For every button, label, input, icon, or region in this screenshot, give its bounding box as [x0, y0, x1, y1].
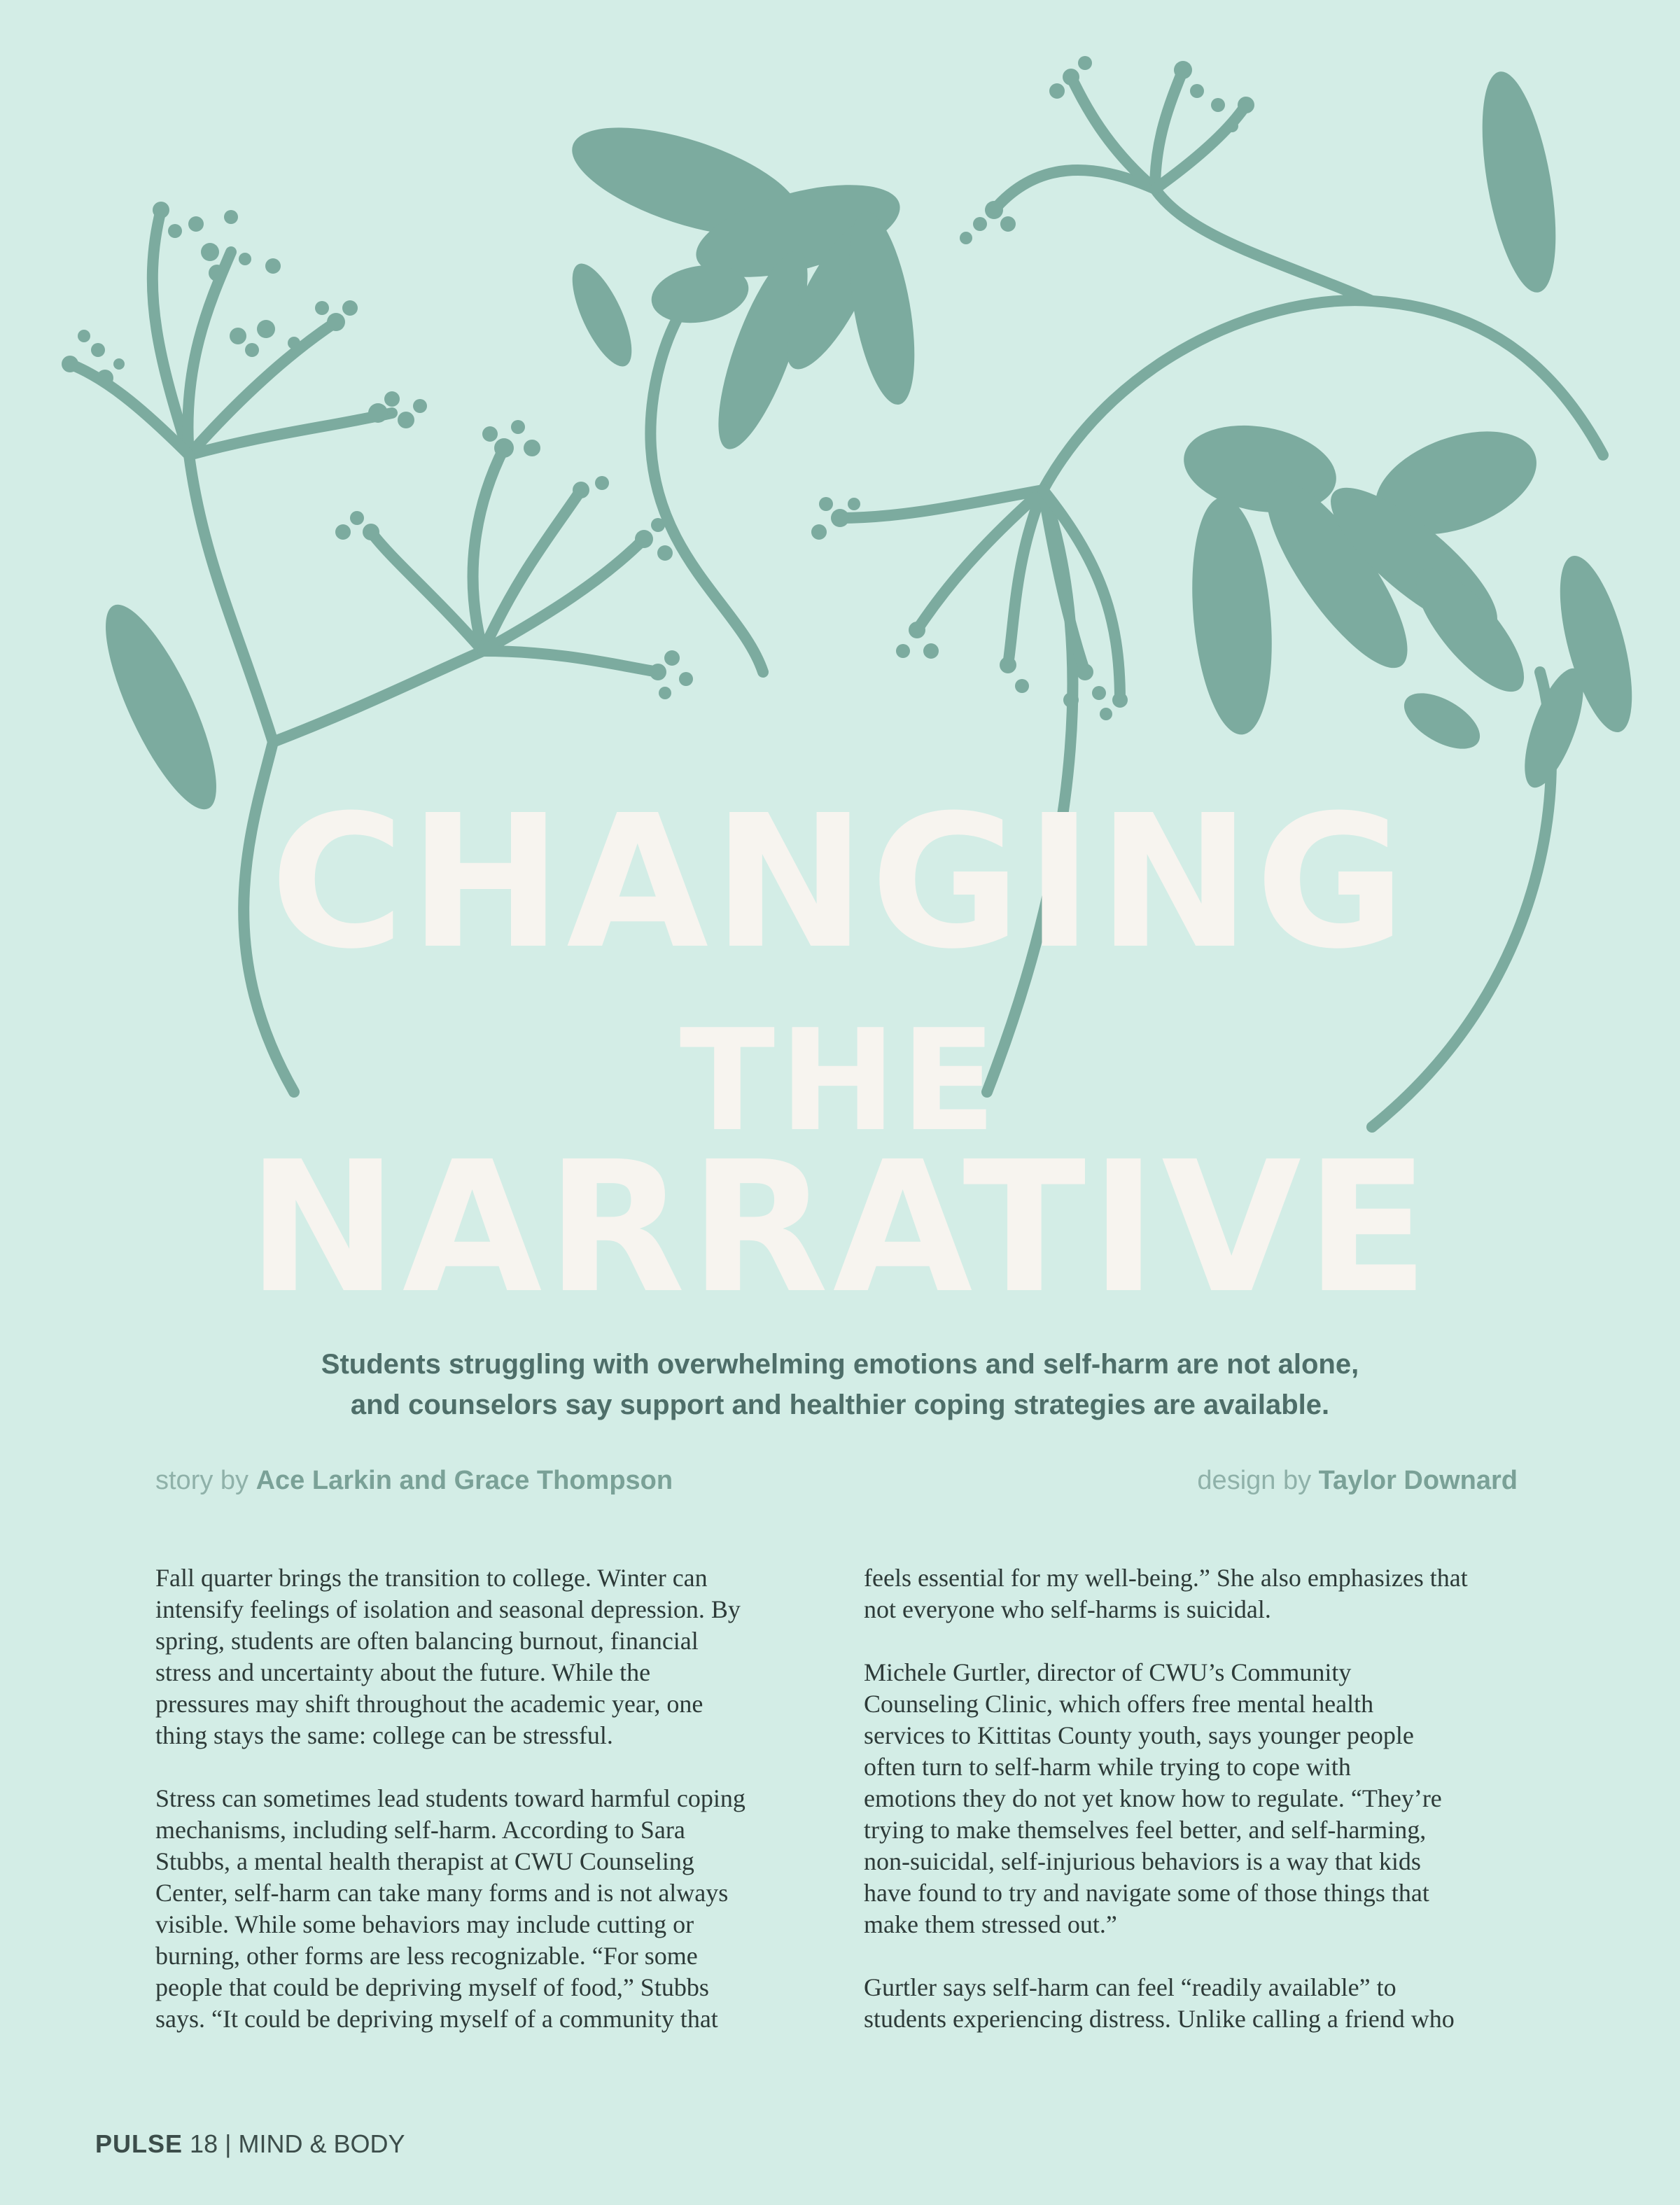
title-line-2: THE — [679, 1000, 1001, 1163]
text-line: not everyone who self-harms is suicidal. — [864, 1595, 1271, 1623]
story-credit-names: Ace Larkin and Grace Thompson — [255, 1466, 673, 1495]
text-line: have found to try and navigate some of those things that — [864, 1879, 1429, 1907]
text-line: students experiencing distress. Unlike calling a friend who — [864, 2005, 1455, 2033]
text-line: says. “It could be depriving myself of a community that — [155, 2005, 718, 2033]
text-line: spring, students are often balancing burnout, financial — [155, 1627, 699, 1655]
text-line: people that could be depriving myself of food,” Stubbs — [155, 1973, 709, 2001]
text-line: trying to make themselves feel better, and self-harming, — [864, 1816, 1427, 1844]
body-column-right — [864, 1562, 1536, 2066]
deck-line-2: and counselors say support and healthier coping strategies are available. — [350, 1390, 1330, 1420]
section-name: MIND & BODY — [238, 2129, 405, 2158]
text-line: visible. While some behaviors may include cutting or — [155, 1910, 694, 1938]
title-line-1: CHANGING — [270, 776, 1410, 989]
footer-brand: PULSE — [95, 2129, 183, 2158]
paragraph — [864, 1657, 1536, 1940]
paragraph — [155, 1562, 827, 1751]
text-line: stress and uncertainty about the future. While the — [155, 1658, 651, 1686]
text-line: intensify feelings of isolation and seasonal depression. By — [155, 1595, 741, 1623]
text-line: Center, self-harm can take many forms and is not always — [155, 1879, 729, 1907]
footer-separator: | — [225, 2129, 232, 2158]
text-line: make them stressed out.” — [864, 1910, 1117, 1938]
text-line: emotions they do not yet know how to regulate. “They’re — [864, 1784, 1442, 1812]
design-credit-name: Taylor Downard — [1318, 1466, 1518, 1495]
text-line: Gurtler says self-harm can feel “readily available” to — [864, 1973, 1396, 2001]
text-line: thing stays the same: college can be stressful. — [155, 1721, 613, 1749]
title-line-3: NARRATIVE — [246, 1123, 1434, 1333]
paragraph — [864, 1972, 1536, 2035]
story-credit — [155, 1466, 673, 1496]
text-line: Fall quarter brings the transition to college. Winter can — [155, 1564, 708, 1592]
text-line: Stubbs, a mental health therapist at CWU Counseling — [155, 1847, 694, 1875]
page-number: 18 — [190, 2129, 218, 2158]
text-line: often turn to self-harm while trying to cope with — [864, 1753, 1351, 1781]
text-line: non-suicidal, self-injurious behaviors is a way that kids — [864, 1847, 1421, 1875]
text-line: burning, other forms are less recognizable. “For some — [155, 1942, 698, 1970]
text-line: feels essential for my well-being.” She also emphasizes that — [864, 1564, 1468, 1592]
text-line: Michele Gurtler, director of CWU’s Community — [864, 1658, 1352, 1686]
design-credit — [1197, 1466, 1518, 1496]
story-credit-prefix: story by — [155, 1466, 249, 1495]
text-line: mechanisms, including self-harm. According to Sara — [155, 1816, 685, 1844]
text-line: pressures may shift throughout the academic year, one — [155, 1690, 704, 1718]
body-column-left — [155, 1562, 827, 2066]
deck-line-1: Students struggling with overwhelming emotions and self-harm are not alone, — [321, 1349, 1359, 1380]
text-line: Counseling Clinic, which offers free mental health — [864, 1690, 1374, 1718]
text-line: services to Kittitas County youth, says younger people — [864, 1721, 1414, 1749]
design-credit-prefix: design by — [1197, 1466, 1312, 1495]
paragraph — [864, 1562, 1536, 1625]
text-line: Stress can sometimes lead students toward harmful coping — [155, 1784, 746, 1812]
paragraph — [155, 1783, 827, 2035]
page-footer — [95, 2129, 405, 2159]
